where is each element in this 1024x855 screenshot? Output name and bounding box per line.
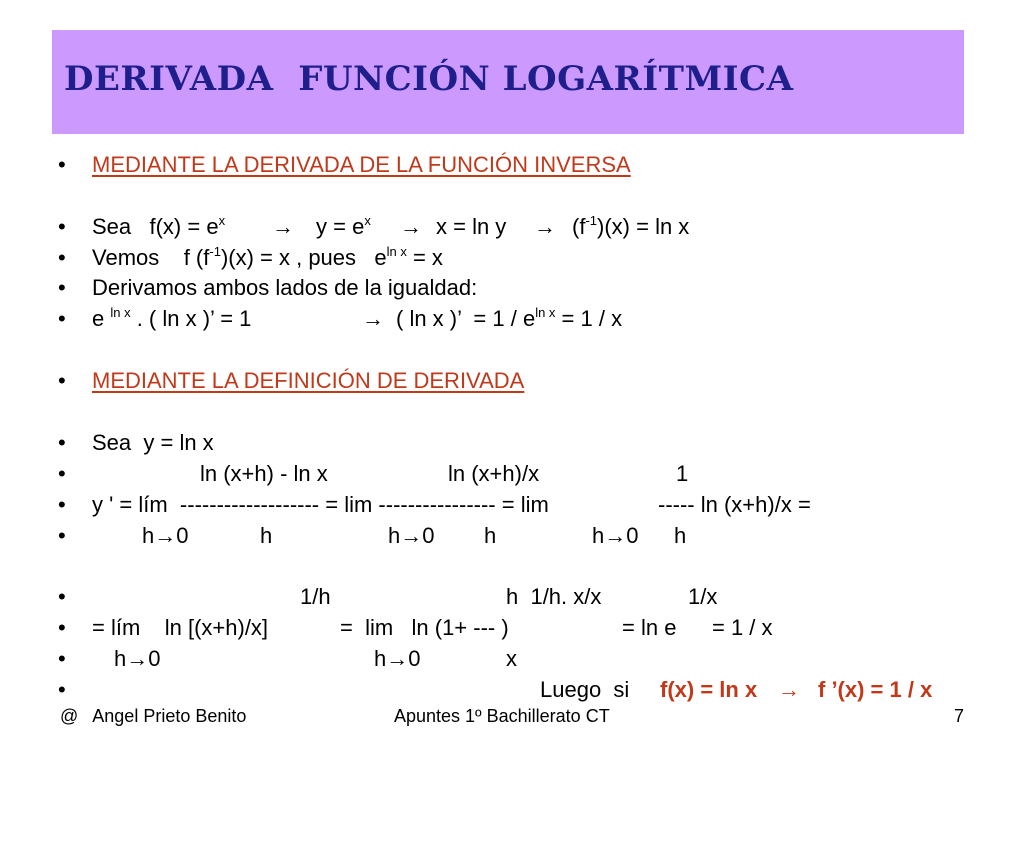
formula-text: = lim ln (1+ --- ) bbox=[340, 615, 509, 640]
list-item bbox=[0, 675, 1024, 705]
denominator: x bbox=[506, 646, 517, 671]
conclusion-text: Luego si bbox=[540, 677, 630, 702]
limit-subscript: h→0 bbox=[592, 523, 639, 548]
numerator: ln (x+h)/x bbox=[448, 461, 540, 486]
list-item bbox=[0, 243, 1024, 273]
list-item bbox=[0, 582, 1024, 612]
arrow-icon: → bbox=[534, 214, 556, 239]
arrow-icon: → bbox=[778, 677, 800, 702]
arrow-icon: → bbox=[604, 523, 627, 548]
list-item bbox=[0, 490, 1024, 520]
formula-text: $y = e^x$ bbox=[316, 213, 371, 239]
limit-subscript: h→0 bbox=[142, 523, 189, 548]
formula-text: Sea $f(x) = e^x$ bbox=[92, 213, 226, 239]
list-item bbox=[0, 459, 1024, 489]
section-heading-inverse: MEDIANTE LA DERIVADA DE LA FUNCIÓN INVERSA bbox=[92, 152, 631, 177]
formula-text: = 1 / x bbox=[712, 615, 773, 640]
numerator: h 1/h. x/x bbox=[506, 584, 602, 609]
denominator: h bbox=[484, 523, 497, 548]
list-item bbox=[0, 644, 1024, 674]
list-item bbox=[0, 428, 1024, 458]
formula-text: x = ln y bbox=[436, 214, 507, 239]
bullet: • bbox=[58, 461, 66, 486]
arrow-icon: → bbox=[154, 523, 177, 548]
bullet: • bbox=[58, 306, 66, 331]
bullet: • bbox=[58, 368, 66, 393]
formula-text: = ln e bbox=[622, 615, 677, 640]
list-item bbox=[0, 150, 1024, 180]
list-item bbox=[0, 521, 1024, 551]
bullet: • bbox=[58, 275, 66, 300]
bullet: • bbox=[58, 523, 66, 548]
limit-subscript: h→0 bbox=[374, 646, 421, 671]
bullet: • bbox=[58, 584, 66, 609]
bullet: • bbox=[58, 646, 66, 671]
limit-subscript: h→0 bbox=[114, 646, 161, 671]
formula-text: ( ln x )’ = $1 / e^{ln x} = 1 / x$ bbox=[396, 305, 623, 331]
formula-text: = lím ln [(x+h)/x] bbox=[92, 615, 269, 640]
page-number: 7 bbox=[954, 706, 965, 726]
denominator: h bbox=[674, 523, 687, 548]
bullet: • bbox=[58, 492, 66, 517]
arrow-icon: → bbox=[400, 214, 422, 239]
arrow-icon: → bbox=[400, 523, 423, 548]
bullet: • bbox=[58, 677, 66, 702]
list-item bbox=[0, 273, 1024, 303]
footer-author: @ Angel Prieto Benito bbox=[60, 706, 247, 726]
arrow-icon: → bbox=[272, 214, 294, 239]
slide-title: DERIVADA FUNCIÓN LOGARÍTMICA bbox=[64, 59, 794, 99]
denominator: h bbox=[260, 523, 273, 548]
formula-text: $(f^{-1})(x) = \ln x$ bbox=[572, 213, 690, 239]
bullet: • bbox=[58, 152, 66, 177]
footer-course: Apuntes 1º Bachillerato CT bbox=[394, 706, 610, 726]
bullet: • bbox=[58, 430, 66, 455]
body-text: Derivamos ambos lados de la igualdad: bbox=[92, 275, 478, 300]
list-item bbox=[0, 366, 1024, 396]
formula-text: ----- ln (x+h)/x = bbox=[658, 492, 811, 517]
arrow-icon: → bbox=[386, 646, 409, 671]
numerator: ln (x+h) - ln x bbox=[200, 461, 328, 486]
conclusion-derivative: f ’(x) = 1 / x bbox=[818, 677, 933, 702]
formula-text: y ' = lím ------------------- = lim ---------------- = lim bbox=[92, 492, 549, 517]
limit-subscript: h→0 bbox=[388, 523, 435, 548]
section-heading-definition: MEDIANTE LA DEFINICIÓN DE DERIVADA bbox=[92, 368, 525, 393]
arrow-icon: → bbox=[362, 306, 384, 331]
bullet: • bbox=[58, 615, 66, 640]
formula-text: e $^{ln x}$ . ( ln x )’ = 1 bbox=[92, 305, 252, 331]
numerator: 1 bbox=[676, 461, 689, 486]
numerator: 1/x bbox=[688, 584, 718, 609]
bullet: • bbox=[58, 245, 66, 270]
list-item bbox=[0, 212, 1024, 242]
list-item bbox=[0, 304, 1024, 334]
numerator: 1/h bbox=[300, 584, 331, 609]
list-item bbox=[0, 613, 1024, 643]
formula-text: Vemos f $(f^{-1})(x) = x$ , pues $e^{ln x} = x$ bbox=[92, 244, 443, 270]
conclusion-function: f(x) = ln x bbox=[660, 677, 758, 702]
bullet: • bbox=[58, 214, 66, 239]
arrow-icon: → bbox=[126, 646, 149, 671]
formula-text: Sea y = ln x bbox=[92, 430, 214, 455]
